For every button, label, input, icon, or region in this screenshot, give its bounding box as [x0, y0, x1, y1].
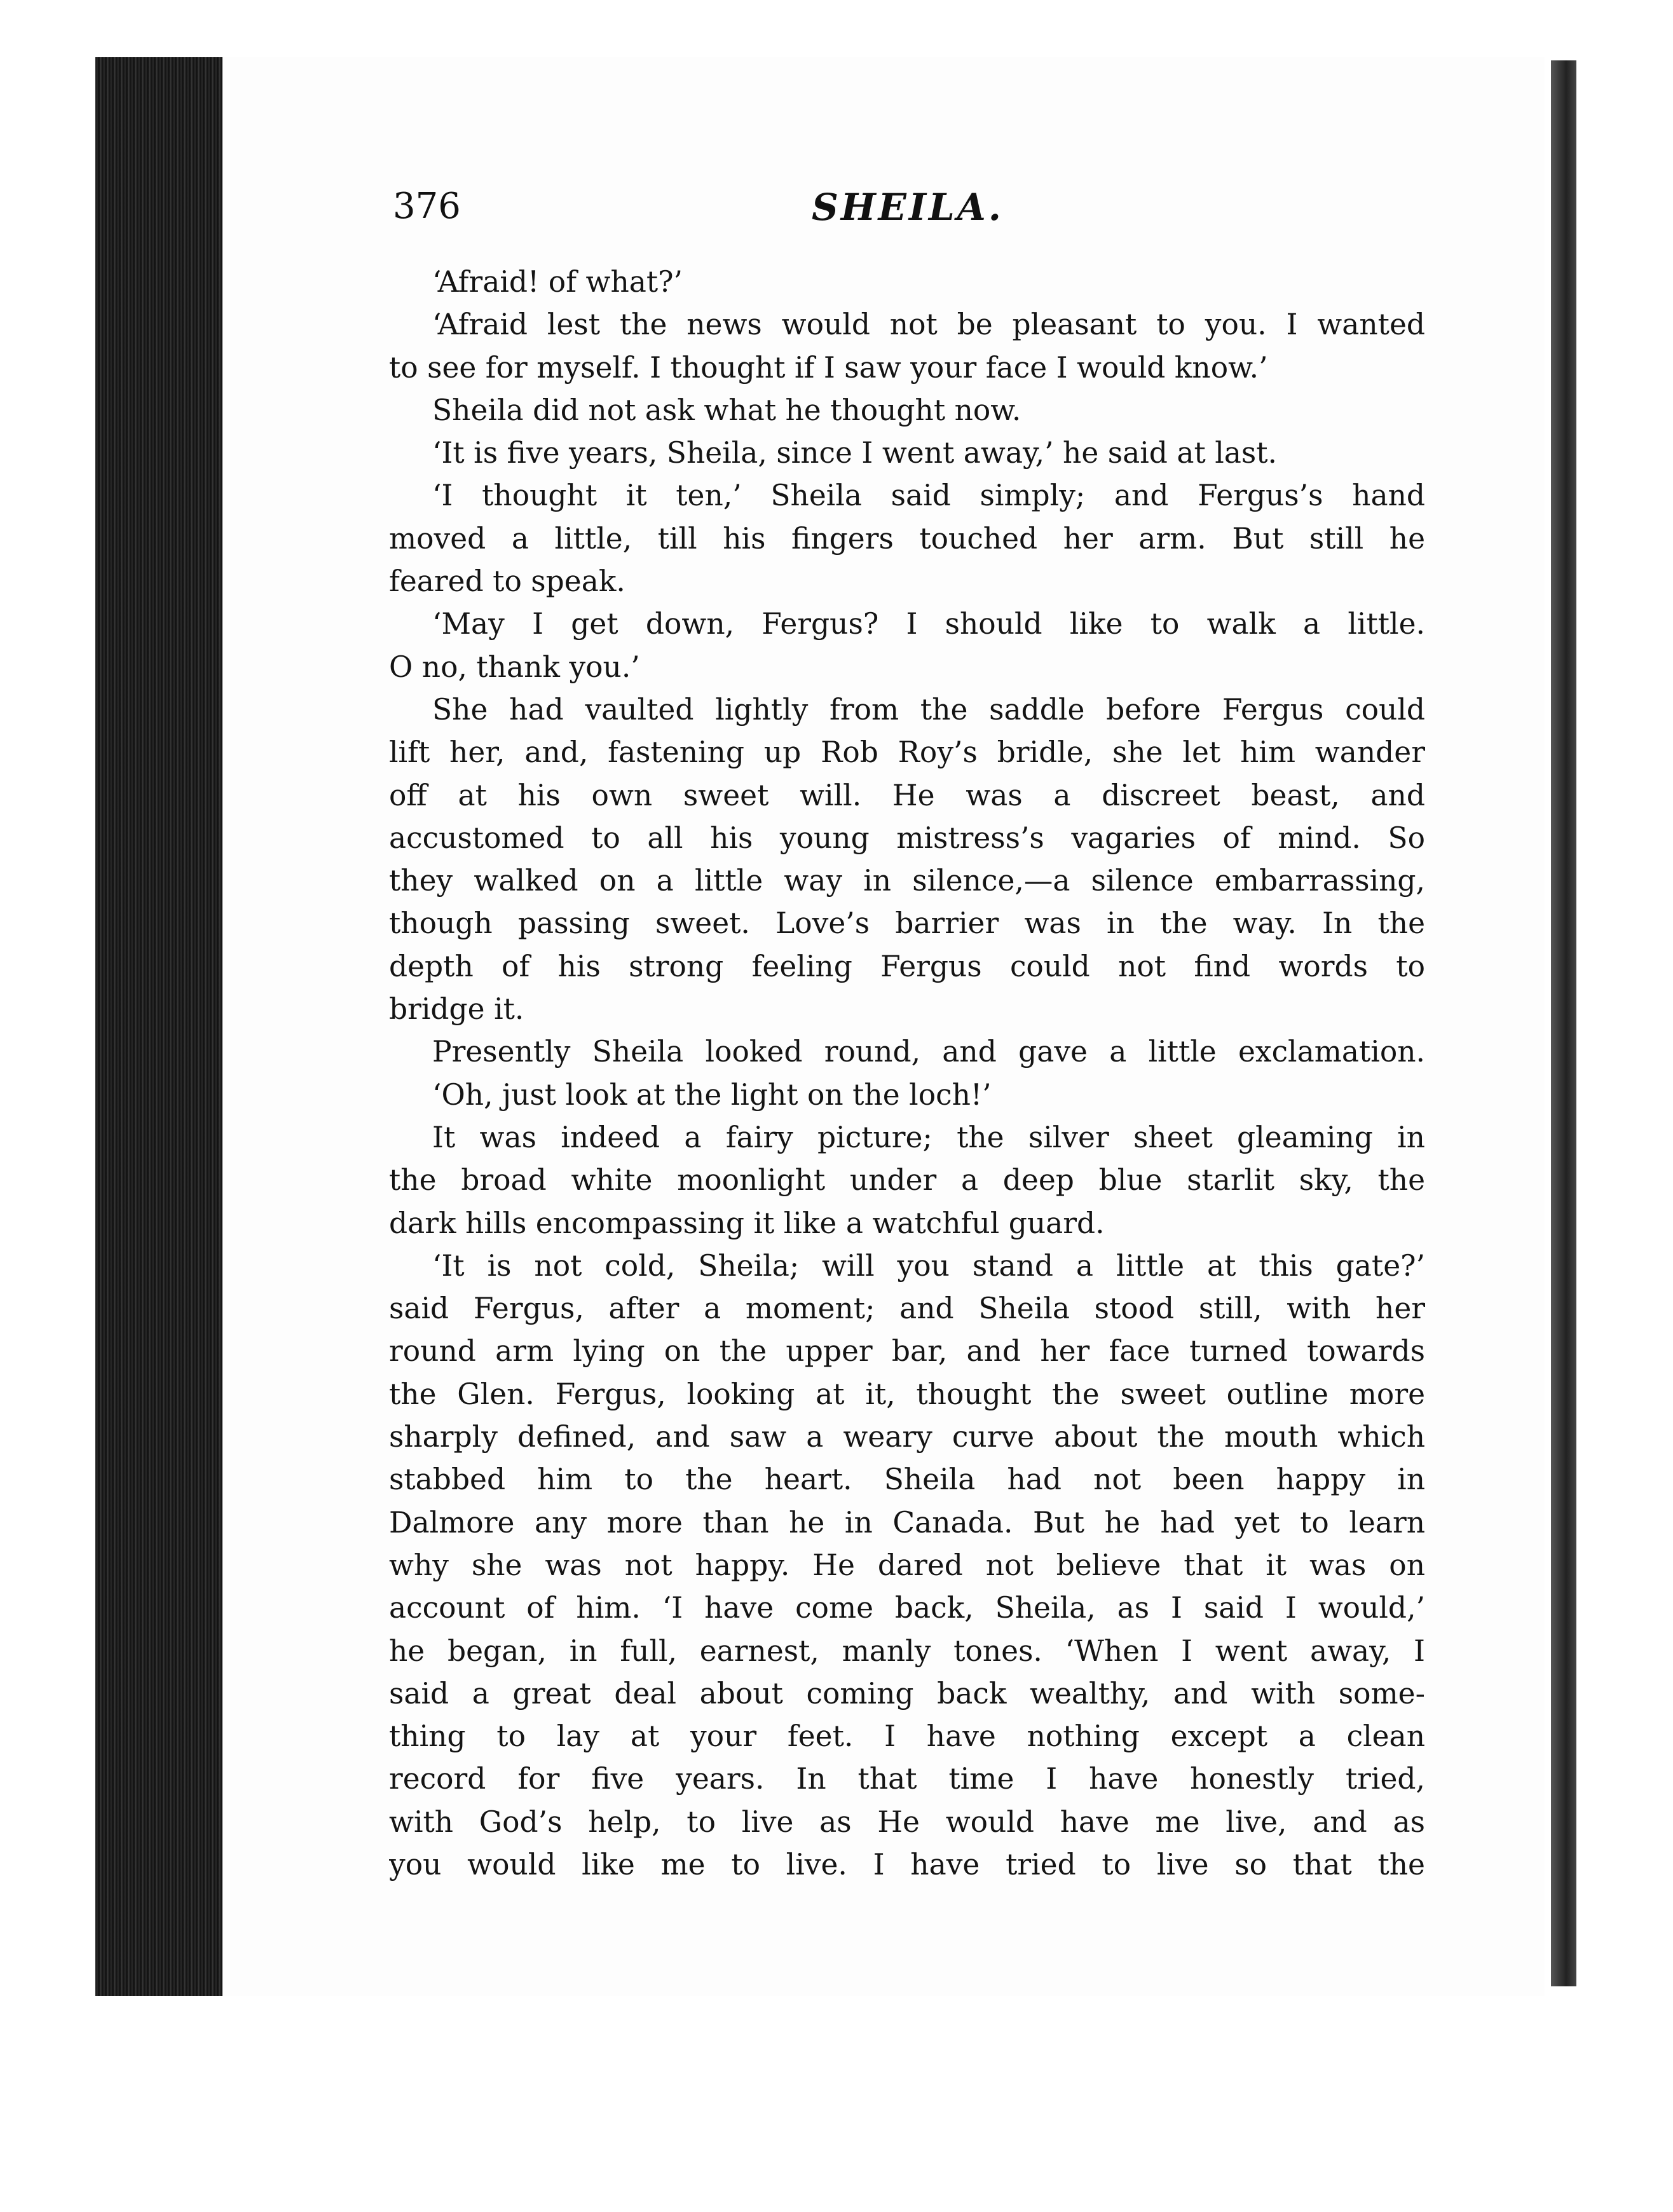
text-line: feared to speak. [389, 564, 625, 599]
book-spine-edge [95, 57, 222, 1996]
text-line: bridge it. [389, 992, 524, 1027]
text-line: Sheila did not ask what he thought now. [432, 393, 1021, 427]
text-line: to see for myself. I thought if I saw your face I would know.’ [389, 350, 1268, 385]
text-line: She had vaulted lightly from the saddle before Fergus could [432, 692, 1425, 727]
adjacent-page-edge [1551, 60, 1576, 1986]
text-line: O no, thank you.’ [389, 650, 640, 684]
text-line: ‘It is five years, Sheila, since I went away,’ he said at last. [432, 436, 1277, 470]
text-line: ‘May I get down, Fergus? I should like to walk a little. [432, 607, 1425, 641]
text-line: off at his own sweet will. He was a discreet beast, and [389, 778, 1425, 812]
page-number: 376 [393, 186, 461, 227]
text-line: said Fergus, after a moment; and Sheila stood still, with her [389, 1292, 1425, 1326]
text-line: moved a little, till his fingers touched her arm. But still he [389, 521, 1425, 556]
text-line: dark hills encompassing it like a watchful guard. [389, 1206, 1105, 1240]
text-line: said a great deal about coming back wealthy, and with some- [389, 1676, 1425, 1710]
text-line: he began, in full, earnest, manly tones. ‘When I went away, I [389, 1634, 1425, 1668]
text-line: ‘Afraid lest the news would not be pleasant to you. I wanted [432, 308, 1425, 342]
text-line: record for five years. In that time I have honestly tried, [389, 1762, 1425, 1796]
page-header [393, 186, 1423, 236]
text-line: depth of his strong feeling Fergus could not find words to [389, 949, 1425, 983]
text-line: Dalmore any more than he in Canada. But he had yet to learn [389, 1505, 1425, 1540]
text-line: why she was not happy. He dared not believe that it was on [389, 1548, 1425, 1582]
text-line: ‘Oh, just look at the light on the loch!’ [432, 1077, 992, 1112]
text-line: they walked on a little way in silence,—a silence embarrassing, [389, 864, 1425, 898]
text-line: ‘I thought it ten,’ Sheila said simply; and Fergus’s hand [432, 479, 1425, 513]
text-line: round arm lying on the upper bar, and her face turned towards [389, 1334, 1425, 1369]
text-line: lift her, and, fastening up Rob Roy’s bridle, she let him wander [389, 735, 1425, 770]
running-title: SHEILA. [812, 186, 1004, 229]
text-line: It was indeed a fairy picture; the silver sheet gleaming in [432, 1120, 1425, 1154]
text-line: Presently Sheila looked round, and gave a little exclamation. [432, 1035, 1425, 1069]
text-line: accustomed to all his young mistress’s vagaries of mind. So [389, 821, 1425, 855]
text-line: ‘It is not cold, Sheila; will you stand a little at this gate?’ [432, 1248, 1425, 1283]
text-line: stabbed him to the heart. Sheila had not been happy in [389, 1463, 1425, 1497]
text-line: sharply defined, and saw a weary curve about the mouth which [389, 1420, 1425, 1454]
text-line: with God’s help, to live as He would have me live, and as [389, 1805, 1425, 1839]
body-text [389, 261, 1425, 1886]
text-line: the Glen. Fergus, looking at it, thought the sweet outline more [389, 1377, 1425, 1411]
text-line: you would like me to live. I have tried to live so that the [389, 1847, 1425, 1881]
text-line: account of him. ‘I have come back, Sheila, as I said I would,’ [389, 1591, 1425, 1625]
text-line: though passing sweet. Love’s barrier was in the way. In the [389, 906, 1425, 941]
text-line: ‘Afraid! of what?’ [432, 265, 683, 299]
text-line: thing to lay at your feet. I have nothing except a clean [389, 1719, 1425, 1754]
text-line: the broad white moonlight under a deep blue starlit sky, the [389, 1163, 1425, 1198]
